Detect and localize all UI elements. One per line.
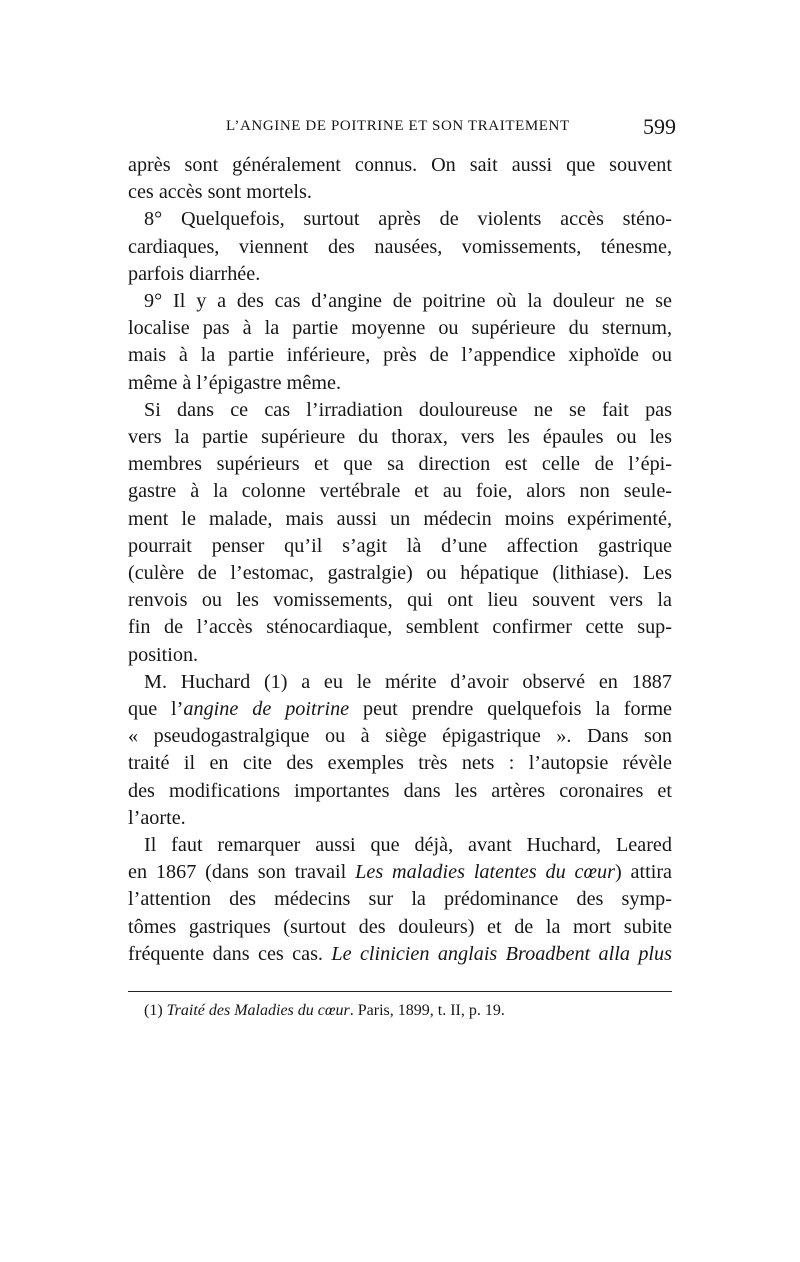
text-segment: ) attira [614, 861, 673, 884]
text-line: tômes gastriques (surtout des douleurs) et de la mort subite [128, 915, 672, 938]
text-line: fin de l’accès sténocardiaque, semblent confirmer cette sup- [128, 616, 672, 639]
text-line [128, 696, 672, 723]
italic-segment: Les maladies latentes du cœur [355, 861, 615, 884]
text-line: ment le malade, mais aussi un médecin moins expérimenté, [128, 507, 672, 530]
text-segment: que l’ [128, 698, 184, 721]
text-line: traité il en cite des exemples très nets : l’autopsie révèle [128, 752, 672, 775]
text-segment: en 1867 (dans son travail [128, 861, 356, 884]
page-number: 599 [643, 114, 676, 139]
text-line: membres supérieurs et que sa direction est celle de l’épi- [128, 453, 672, 476]
text-line: ces accès sont mortels. [128, 181, 312, 204]
italic-segment: Le clinicien anglais Broadbent alla plus [331, 942, 672, 965]
text-line: pourrait penser qu’il s’agit là d’une affection gastrique [128, 534, 672, 557]
text-line: l’aorte. [128, 806, 186, 829]
text-line: cardiaques, viennent des nausées, vomissements, ténesme, [128, 235, 672, 258]
footnote [144, 1002, 505, 1020]
text-line: localise pas à la partie moyenne ou supérieure du sternum, [128, 317, 672, 340]
text-line: mais à la partie inférieure, près de l’appendice xiphoïde ou [128, 344, 672, 367]
text-line [128, 941, 672, 968]
text-line: Si dans ce cas l’irradiation douloureuse ne se fait pas [144, 398, 672, 421]
text-line: l’attention des médecins sur la prédominance des symp- [128, 888, 672, 911]
page-header [128, 114, 676, 144]
body-text [128, 152, 672, 968]
text-line: « pseudogastralgique ou à siège épigastrique ». Dans son [128, 725, 672, 748]
text-segment: fréquente dans ces cas. [128, 942, 332, 965]
footnote-rest: . Paris, 1899, t. II, p. 19. [349, 1002, 505, 1019]
text-line: position. [128, 643, 199, 666]
text-line: même à l’épigastre même. [128, 371, 341, 394]
text-line: après sont généralement connus. On sait aussi que souvent [128, 154, 672, 176]
text-line: M. Huchard (1) a eu le mérite d’avoir observé en 1887 [144, 670, 672, 693]
text-line: 8° Quelquefois, surtout après de violents accès sténo- [144, 208, 672, 231]
text-line: (culère de l’estomac, gastralgie) ou hépatique (lithiase). Les [128, 562, 672, 585]
text-line: gastre à la colonne vertébrale et au foie, alors non seule- [128, 480, 672, 503]
text-line: des modifications importantes dans les artères coronaires et [128, 779, 672, 802]
italic-segment: angine de poitrine [183, 698, 350, 721]
text-line: renvois ou les vomissements, qui ont lieu souvent vers la [128, 589, 672, 612]
footnote-marker: (1) [144, 1002, 167, 1019]
text-line: Il faut remarquer aussi que déjà, avant Huchard, Leared [144, 834, 672, 857]
text-line [128, 859, 672, 886]
footnote-rule [128, 991, 672, 992]
footnote-title: Traité des Maladies du cœur [166, 1002, 350, 1019]
text-line: vers la partie supérieure du thorax, vers les épaules ou les [128, 426, 672, 449]
text-segment: peut prendre quelquefois la forme [349, 698, 673, 721]
running-title: L’ANGINE DE POITRINE ET SON TRAITEMENT [226, 118, 570, 134]
text-line: 9° Il y a des cas d’angine de poitrine où la douleur ne se [144, 290, 672, 313]
text-line: parfois diarrhée. [128, 262, 261, 285]
